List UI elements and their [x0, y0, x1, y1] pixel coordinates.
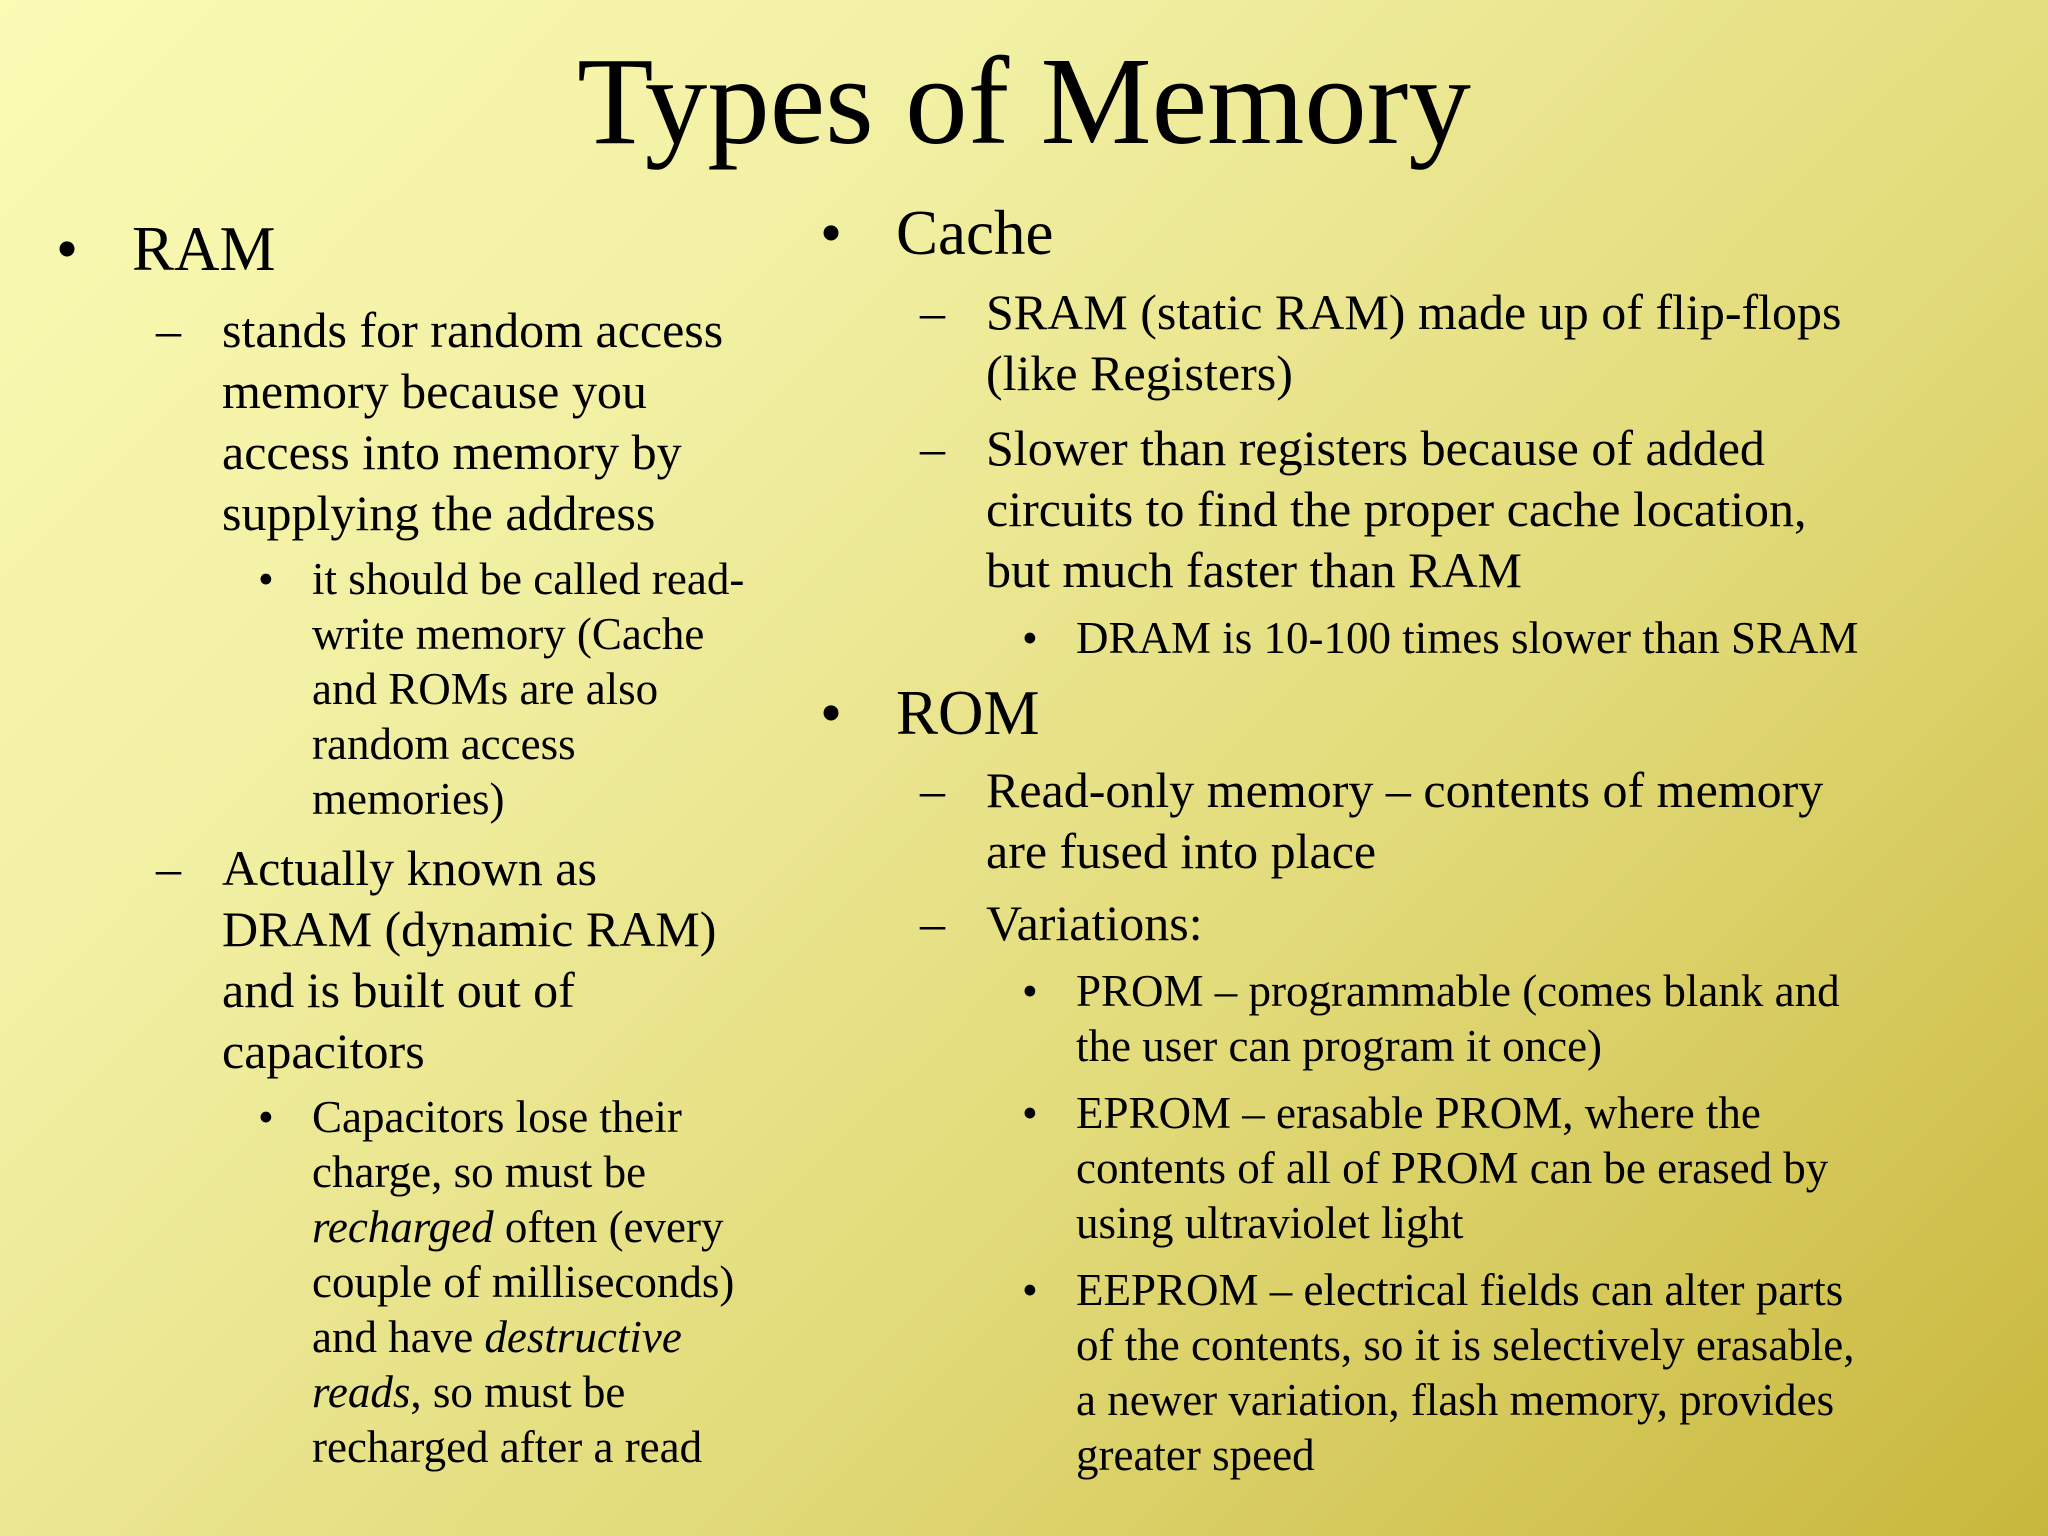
- text-line: SRAM (static RAM) made up of flip-flops: [986, 284, 1842, 340]
- text-line: of the contents, so it is selectively erasable,: [1076, 1320, 1855, 1370]
- left-column: [56, 212, 816, 1475]
- bullet-dot: •: [820, 678, 843, 748]
- text-line: capacitors: [222, 1023, 425, 1079]
- text-line: Variations:: [986, 895, 1203, 951]
- text-line: Actually known as: [222, 840, 597, 896]
- text-line: but much faster than RAM: [986, 542, 1523, 598]
- ram-sub-bullet-definition: [56, 300, 816, 544]
- text-line: circuits to find the proper cache location,: [986, 481, 1807, 537]
- italic-text: destructive: [484, 1312, 682, 1362]
- cache-sub-bullet-speed: [820, 418, 2020, 601]
- bullet-dot: •: [1022, 1265, 1038, 1315]
- ram-note-read-write: [56, 552, 816, 827]
- text-line: [312, 1365, 816, 1420]
- text-line: memories): [312, 774, 505, 824]
- text-line: stands for random access: [222, 302, 724, 358]
- dash-mark: –: [920, 420, 945, 476]
- rom-variation-eprom: [820, 1086, 2020, 1251]
- rom-sub-bullet-definition: [820, 760, 2020, 882]
- bullet-dot: •: [1022, 966, 1038, 1016]
- text-line: DRAM (dynamic RAM): [222, 901, 717, 957]
- text-line: couple of milliseconds): [312, 1257, 735, 1307]
- ram-sub-bullet-dram: [56, 838, 816, 1082]
- dash-mark: –: [156, 302, 181, 358]
- cache-sub-bullet-sram: [820, 282, 2020, 404]
- text-line: are fused into place: [986, 823, 1377, 879]
- bullet-cache: [820, 196, 2020, 270]
- italic-text: reads: [312, 1367, 411, 1417]
- bullet-rom: [820, 676, 2020, 750]
- bullet-ram: [56, 212, 816, 286]
- text-line: EPROM – erasable PROM, where the: [1076, 1088, 1761, 1138]
- bullet-dot: •: [1022, 613, 1038, 663]
- text-line: contents of all of PROM can be erased by: [1076, 1143, 1829, 1193]
- text-line: (like Registers): [986, 345, 1293, 401]
- text-line: supplying the address: [222, 485, 656, 541]
- text-line: DRAM is 10-100 times slower than SRAM: [1076, 613, 1859, 663]
- text-line: it should be called read-: [312, 554, 745, 604]
- ram-note-capacitors: [56, 1090, 816, 1475]
- bullet-dot: •: [820, 198, 843, 268]
- rom-heading: ROM: [896, 678, 1040, 748]
- italic-text: recharged: [312, 1202, 494, 1252]
- rom-variation-prom: [820, 964, 2020, 1074]
- text-line: a newer variation, flash memory, provides: [1076, 1375, 1835, 1425]
- text-line: charge, so must be: [312, 1147, 647, 1197]
- bullet-dot: •: [56, 214, 79, 284]
- dash-mark: –: [920, 284, 945, 340]
- text-line: EEPROM – electrical fields can alter parts: [1076, 1265, 1844, 1315]
- text-line: random access: [312, 719, 576, 769]
- text-line: write memory (Cache: [312, 609, 705, 659]
- bullet-dot: •: [258, 554, 274, 604]
- bullet-dot: •: [1022, 1088, 1038, 1138]
- text-line: using ultraviolet light: [1076, 1198, 1464, 1248]
- text-line: [312, 1200, 816, 1255]
- cache-note-dram-speed: [820, 611, 2020, 666]
- text-line: and ROMs are also: [312, 664, 659, 714]
- dash-mark: –: [920, 895, 945, 951]
- dash-mark: –: [156, 840, 181, 896]
- rom-sub-bullet-variations: [820, 893, 2020, 954]
- rom-variation-eeprom: [820, 1263, 2020, 1483]
- ram-heading: RAM: [132, 214, 276, 284]
- slide-title: Types of Memory: [577, 33, 1471, 171]
- text-line: Read-only memory – contents of memory: [986, 762, 1824, 818]
- text-line: PROM – programmable (comes blank and: [1076, 966, 1840, 1016]
- text-line: access into memory by: [222, 424, 682, 480]
- text-run: and have: [312, 1312, 485, 1362]
- right-column: [820, 196, 2020, 1483]
- cache-heading: Cache: [896, 198, 1054, 268]
- text-line: greater speed: [1076, 1430, 1315, 1480]
- text-line: Slower than registers because of added: [986, 420, 1765, 476]
- text-line: [312, 1310, 816, 1365]
- dash-mark: –: [920, 762, 945, 818]
- text-line: memory because you: [222, 363, 647, 419]
- text-line: and is built out of: [222, 962, 575, 1018]
- bullet-dot: •: [258, 1092, 274, 1142]
- text-line: Capacitors lose their: [312, 1092, 682, 1142]
- text-line: recharged after a read: [312, 1422, 703, 1472]
- text-run: , so must be: [410, 1367, 626, 1417]
- text-run: often (every: [493, 1202, 724, 1252]
- text-line: the user can program it once): [1076, 1021, 1603, 1071]
